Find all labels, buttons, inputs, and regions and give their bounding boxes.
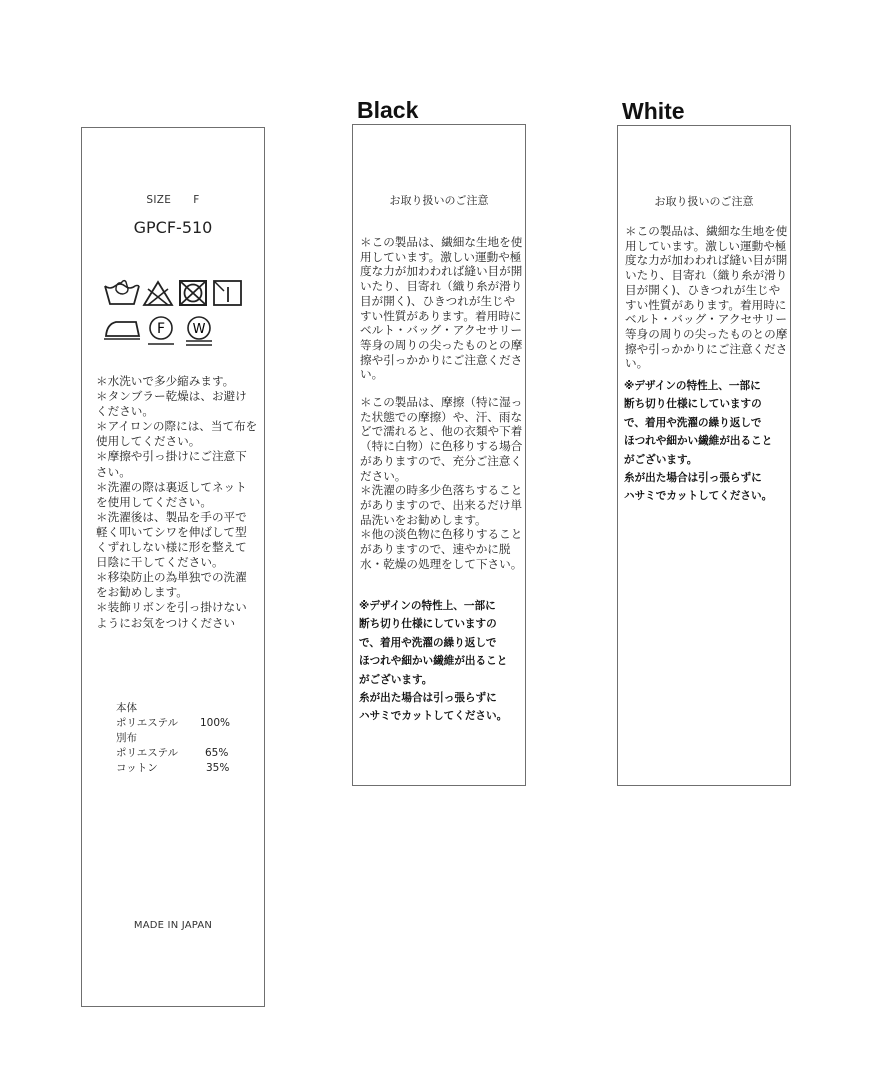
care-paragraph: ＊この製品は、摩擦（特に湿った状態での摩擦）や、汗、雨などで濡れると、他の衣類や下着（特に白物）に色移りする場合がありますので、充分ご注意ください。 (360, 395, 523, 483)
size-line (82, 194, 264, 206)
design-note-line: ほつれや細かい繊維が出ること (359, 655, 508, 668)
iron-low-icon (102, 317, 142, 341)
design-note-line: ※デザインの特性上、一部に (359, 600, 496, 612)
size-label: SIZE (146, 194, 172, 206)
composition-part-main: 本体 (116, 702, 137, 714)
size-value: F (193, 194, 200, 206)
line-dry-shade-icon (212, 279, 244, 307)
variant-heading-white: White (622, 98, 685, 124)
dry-clean-f-icon (146, 315, 176, 347)
care-paragraph: ＊洗濯の時多少色落ちすることがありますので、出来るだけ単品洗いをお勧めします。 (360, 483, 523, 527)
material-name: ポリエステル (116, 747, 179, 759)
white-care-label (617, 125, 791, 786)
care-symbols (102, 279, 250, 349)
design-note-line: がございます。 (359, 673, 433, 686)
care-note: ＊装飾リボンを引っ掛けないようにお気をつけください (96, 600, 247, 630)
svg-text:W: W (192, 322, 206, 337)
black-care-label (352, 124, 526, 786)
design-note (359, 597, 529, 726)
material-percent: 100% (200, 717, 231, 729)
design-note-line: 断ち切り仕様にしていますの (624, 398, 762, 411)
no-bleach-icon (142, 280, 174, 307)
care-title: お取り扱いのご注意 (654, 195, 754, 208)
material-percent: 35% (206, 762, 230, 774)
composition-row (116, 746, 229, 761)
care-paragraph: ＊この製品は、繊細な生地を使用しています。激しい運動や極度な力が加わわれば縫い目が開いたり、目寄れ（織り糸が滑り目が開く)、ひきつれが生じやすい性質があります。着用時にベルト・バッグ・アクセサリー等身の周りの尖ったものとの摩擦や引っかかりにご注意ください。 (625, 224, 788, 371)
care-body (625, 224, 790, 371)
design-note-line: ハサミでカットしてください。 (624, 490, 773, 503)
care-title: お取り扱いのご注意 (389, 194, 489, 207)
variant-heading-black: Black (357, 97, 419, 123)
material-percent: 65% (205, 747, 229, 759)
main-care-label (81, 127, 265, 1007)
country-of-origin: MADE IN JAPAN (133, 920, 213, 931)
care-note: ＊摩擦や引っ掛けにご注意下さい。 (96, 449, 247, 479)
care-notes-list (96, 374, 258, 631)
composition-row (116, 716, 231, 731)
care-note: ＊タンブラー乾燥は、お避けください。 (96, 389, 247, 419)
care-note: ＊洗濯後は、製品を手の平で軽く叩いてシワを伸ばして型くずれしない様に形を整えて日陰に干してください。 (96, 509, 247, 570)
care-paragraph: ＊この製品は、繊細な生地を使用しています。激しい運動や極度な力が加わわれば縫い目が開いたり、目寄れ（織り糸が滑り目が開く)、ひきつれが生じやすい性質があります。着用時にベルト・バッグ・アクセサリー等身の周りの尖ったものとの摩擦や引っかかりにご注意ください。 (360, 235, 523, 382)
care-note: ＊洗濯の際は裏返してネットを使用してください。 (96, 479, 247, 509)
composition-row (116, 761, 230, 776)
material-name: ポリエステル (116, 717, 179, 729)
no-tumble-dry-icon (178, 279, 208, 307)
design-note (624, 377, 794, 506)
design-note-line: 断ち切り仕様にしていますの (359, 618, 497, 631)
design-note-line: 糸が出た場合は引っ張らずに (624, 472, 762, 485)
hand-wash-icon (102, 279, 142, 307)
composition-part-contrast: 別布 (116, 732, 137, 744)
model-number: GPCF-510 (133, 218, 213, 237)
care-note: ＊水洗いで多少縮みます。 (96, 374, 235, 388)
svg-text:F: F (156, 321, 166, 337)
wet-clean-w-icon (184, 315, 214, 347)
care-note: ＊移染防止の為単独での洗濯をお勧めします。 (96, 570, 247, 600)
care-body (360, 235, 525, 571)
design-note-line: で、着用や洗濯の繰り返しで (359, 636, 497, 649)
design-note-line: 糸が出た場合は引っ張らずに (359, 692, 497, 705)
design-note-line: で、着用や洗濯の繰り返しで (624, 416, 762, 429)
fabric-composition (116, 701, 231, 776)
care-paragraph: ＊他の淡色物に色移りすることがありますので、速やかに脱水・乾燥の処理をして下さい。 (360, 527, 523, 571)
design-note-line: ハサミでカットしてください。 (359, 710, 508, 723)
material-name: コットン (116, 762, 158, 774)
care-note: ＊アイロンの際には、当て布を使用してください。 (96, 419, 258, 449)
design-note-line: がございます。 (624, 453, 698, 466)
design-note-line: ※デザインの特性上、一部に (624, 380, 761, 392)
design-note-line: ほつれや細かい繊維が出ること (624, 435, 773, 448)
